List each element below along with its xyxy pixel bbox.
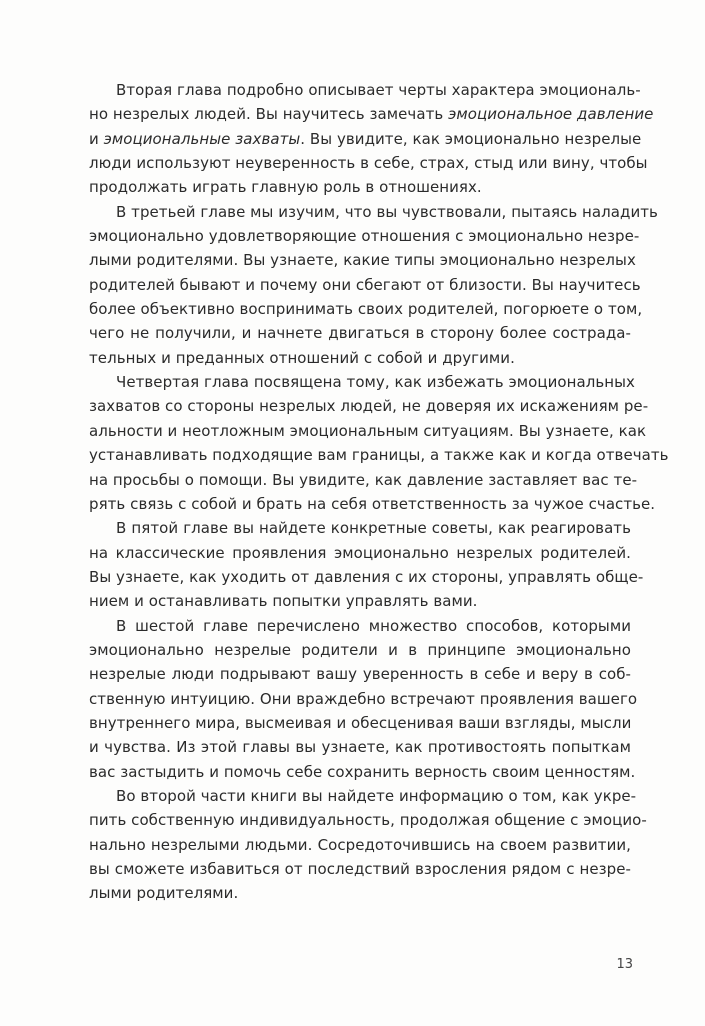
text-run: и xyxy=(89,129,104,148)
text-line xyxy=(89,857,631,881)
text-run: ственную интуицию. Они враждебно встречают проявления вашего xyxy=(89,689,638,708)
text-line xyxy=(89,78,641,102)
page-number: 13 xyxy=(616,957,633,972)
paragraph xyxy=(89,784,647,906)
text-run: родителей бывают и почему они сбегают от близости. Вы научитесь xyxy=(89,275,641,294)
text-line xyxy=(89,443,669,467)
text-run: В пятой главе вы найдете конкретные советы, как реагировать xyxy=(116,519,631,538)
text-run: нально незрелыми людьми. Сосредоточившись на своем развитии, xyxy=(89,835,631,854)
text-line xyxy=(89,224,640,248)
text-line xyxy=(89,127,642,151)
text-line xyxy=(89,784,637,808)
emphasis-text: эмоциональное давление xyxy=(448,105,654,124)
text-line xyxy=(89,808,647,832)
text-run: более объективно воспринимать своих родителей, погорюете о том, xyxy=(89,300,643,319)
text-line xyxy=(89,200,658,224)
text-line xyxy=(89,321,631,345)
text-run: лыми родителями. Вы узнаете, какие типы эмоционально незрелых xyxy=(89,251,636,270)
text-run: Вторая глава подробно описывает черты характера эмоциональ- xyxy=(116,81,641,99)
paragraph xyxy=(89,370,669,516)
text-line xyxy=(89,346,631,370)
text-run: Четвертая глава посвящена тому, как избежать эмоциональных xyxy=(116,373,635,392)
text-line xyxy=(89,297,643,321)
text-line xyxy=(89,492,656,516)
text-line xyxy=(89,370,635,394)
emphasis-text: эмоциональные захваты xyxy=(103,129,301,148)
text-run: лыми родителями. xyxy=(89,884,239,903)
text-line xyxy=(89,516,631,540)
text-run: захватов со стороны незрелых людей, не доверяя их искажениям ре- xyxy=(89,397,649,416)
text-run: чего не получили, и начнете двигаться в сторону более сострада- xyxy=(89,324,631,343)
text-run: продолжать играть главную роль в отношениях. xyxy=(89,178,482,197)
text-run: Во второй части книги вы найдете информацию о том, как укре- xyxy=(116,786,637,805)
text-line xyxy=(89,102,654,126)
text-line xyxy=(89,711,631,735)
text-run: но незрелых людей. Вы научитесь замечать xyxy=(89,105,449,124)
text-run: нием и останавливать попытки управлять вами. xyxy=(89,592,478,611)
text-run: эмоционально незрелые родители и в принципе эмоционально xyxy=(89,640,631,659)
text-run: . Вы увидите, как эмоционально незрелые xyxy=(300,129,642,148)
text-line xyxy=(89,419,647,443)
text-line xyxy=(89,638,631,662)
text-line xyxy=(89,760,636,784)
paragraph xyxy=(89,78,654,200)
text-run: внутреннего мира, высмеивая и обесценивая ваши взгляды, мысли xyxy=(89,713,632,732)
text-line xyxy=(89,541,631,565)
text-run: вас застыдить и помочь себе сохранить верность своим ценностям. xyxy=(89,762,636,781)
paragraph xyxy=(89,614,638,784)
text-run: В шестой главе перечислено множество способов, которыми xyxy=(116,616,631,635)
text-line xyxy=(89,394,649,418)
paragraph xyxy=(89,516,644,613)
text-line xyxy=(89,687,638,711)
text-run: пить собственную индивидуальность, продолжая общение с эмоцио- xyxy=(89,811,647,830)
text-run: вы сможете избавиться от последствий взросления рядом с незре- xyxy=(89,860,631,878)
text-line xyxy=(89,468,638,492)
text-run: тельных и преданных отношений с собой и другими. xyxy=(89,348,515,367)
text-line xyxy=(89,662,631,686)
text-line xyxy=(89,151,648,175)
body-text xyxy=(89,78,669,906)
text-line xyxy=(89,833,631,857)
text-run: альности и неотложным эмоциональным ситуациям. Вы узнаете, как xyxy=(89,421,647,440)
text-line xyxy=(89,614,631,638)
text-run: на классические проявления эмоционально незрелых родителей. xyxy=(89,543,631,562)
paragraph xyxy=(89,200,658,370)
text-line xyxy=(89,881,631,905)
text-run: незрелые люди подрывают вашу уверенность в себе и веру в соб- xyxy=(89,665,631,684)
text-run: и чувства. Из этой главы вы узнаете, как противостоять попыткам xyxy=(89,738,631,757)
text-run: рять связь с собой и брать на себя ответственность за чужое счастье. xyxy=(89,494,656,513)
text-run: В третьей главе мы изучим, что вы чувствовали, пытаясь наладить xyxy=(116,202,658,221)
text-run: эмоционально удовлетворяющие отношения с эмоционально незре- xyxy=(89,227,640,246)
text-line xyxy=(89,589,631,613)
text-line xyxy=(89,248,636,272)
text-line xyxy=(89,735,631,759)
text-run: люди используют неуверенность в себе, страх, стыд или вину, чтобы xyxy=(89,154,648,173)
text-run: на просьбы о помощи. Вы увидите, как давление заставляет вас те- xyxy=(89,470,638,489)
text-run: Вы узнаете, как уходить от давления с их стороны, управлять обще- xyxy=(89,567,644,586)
text-line xyxy=(89,565,644,589)
text-run: устанавливать подходящие вам границы, а также как и когда отвечать xyxy=(89,446,669,465)
text-line xyxy=(89,273,641,297)
text-line xyxy=(89,175,631,199)
